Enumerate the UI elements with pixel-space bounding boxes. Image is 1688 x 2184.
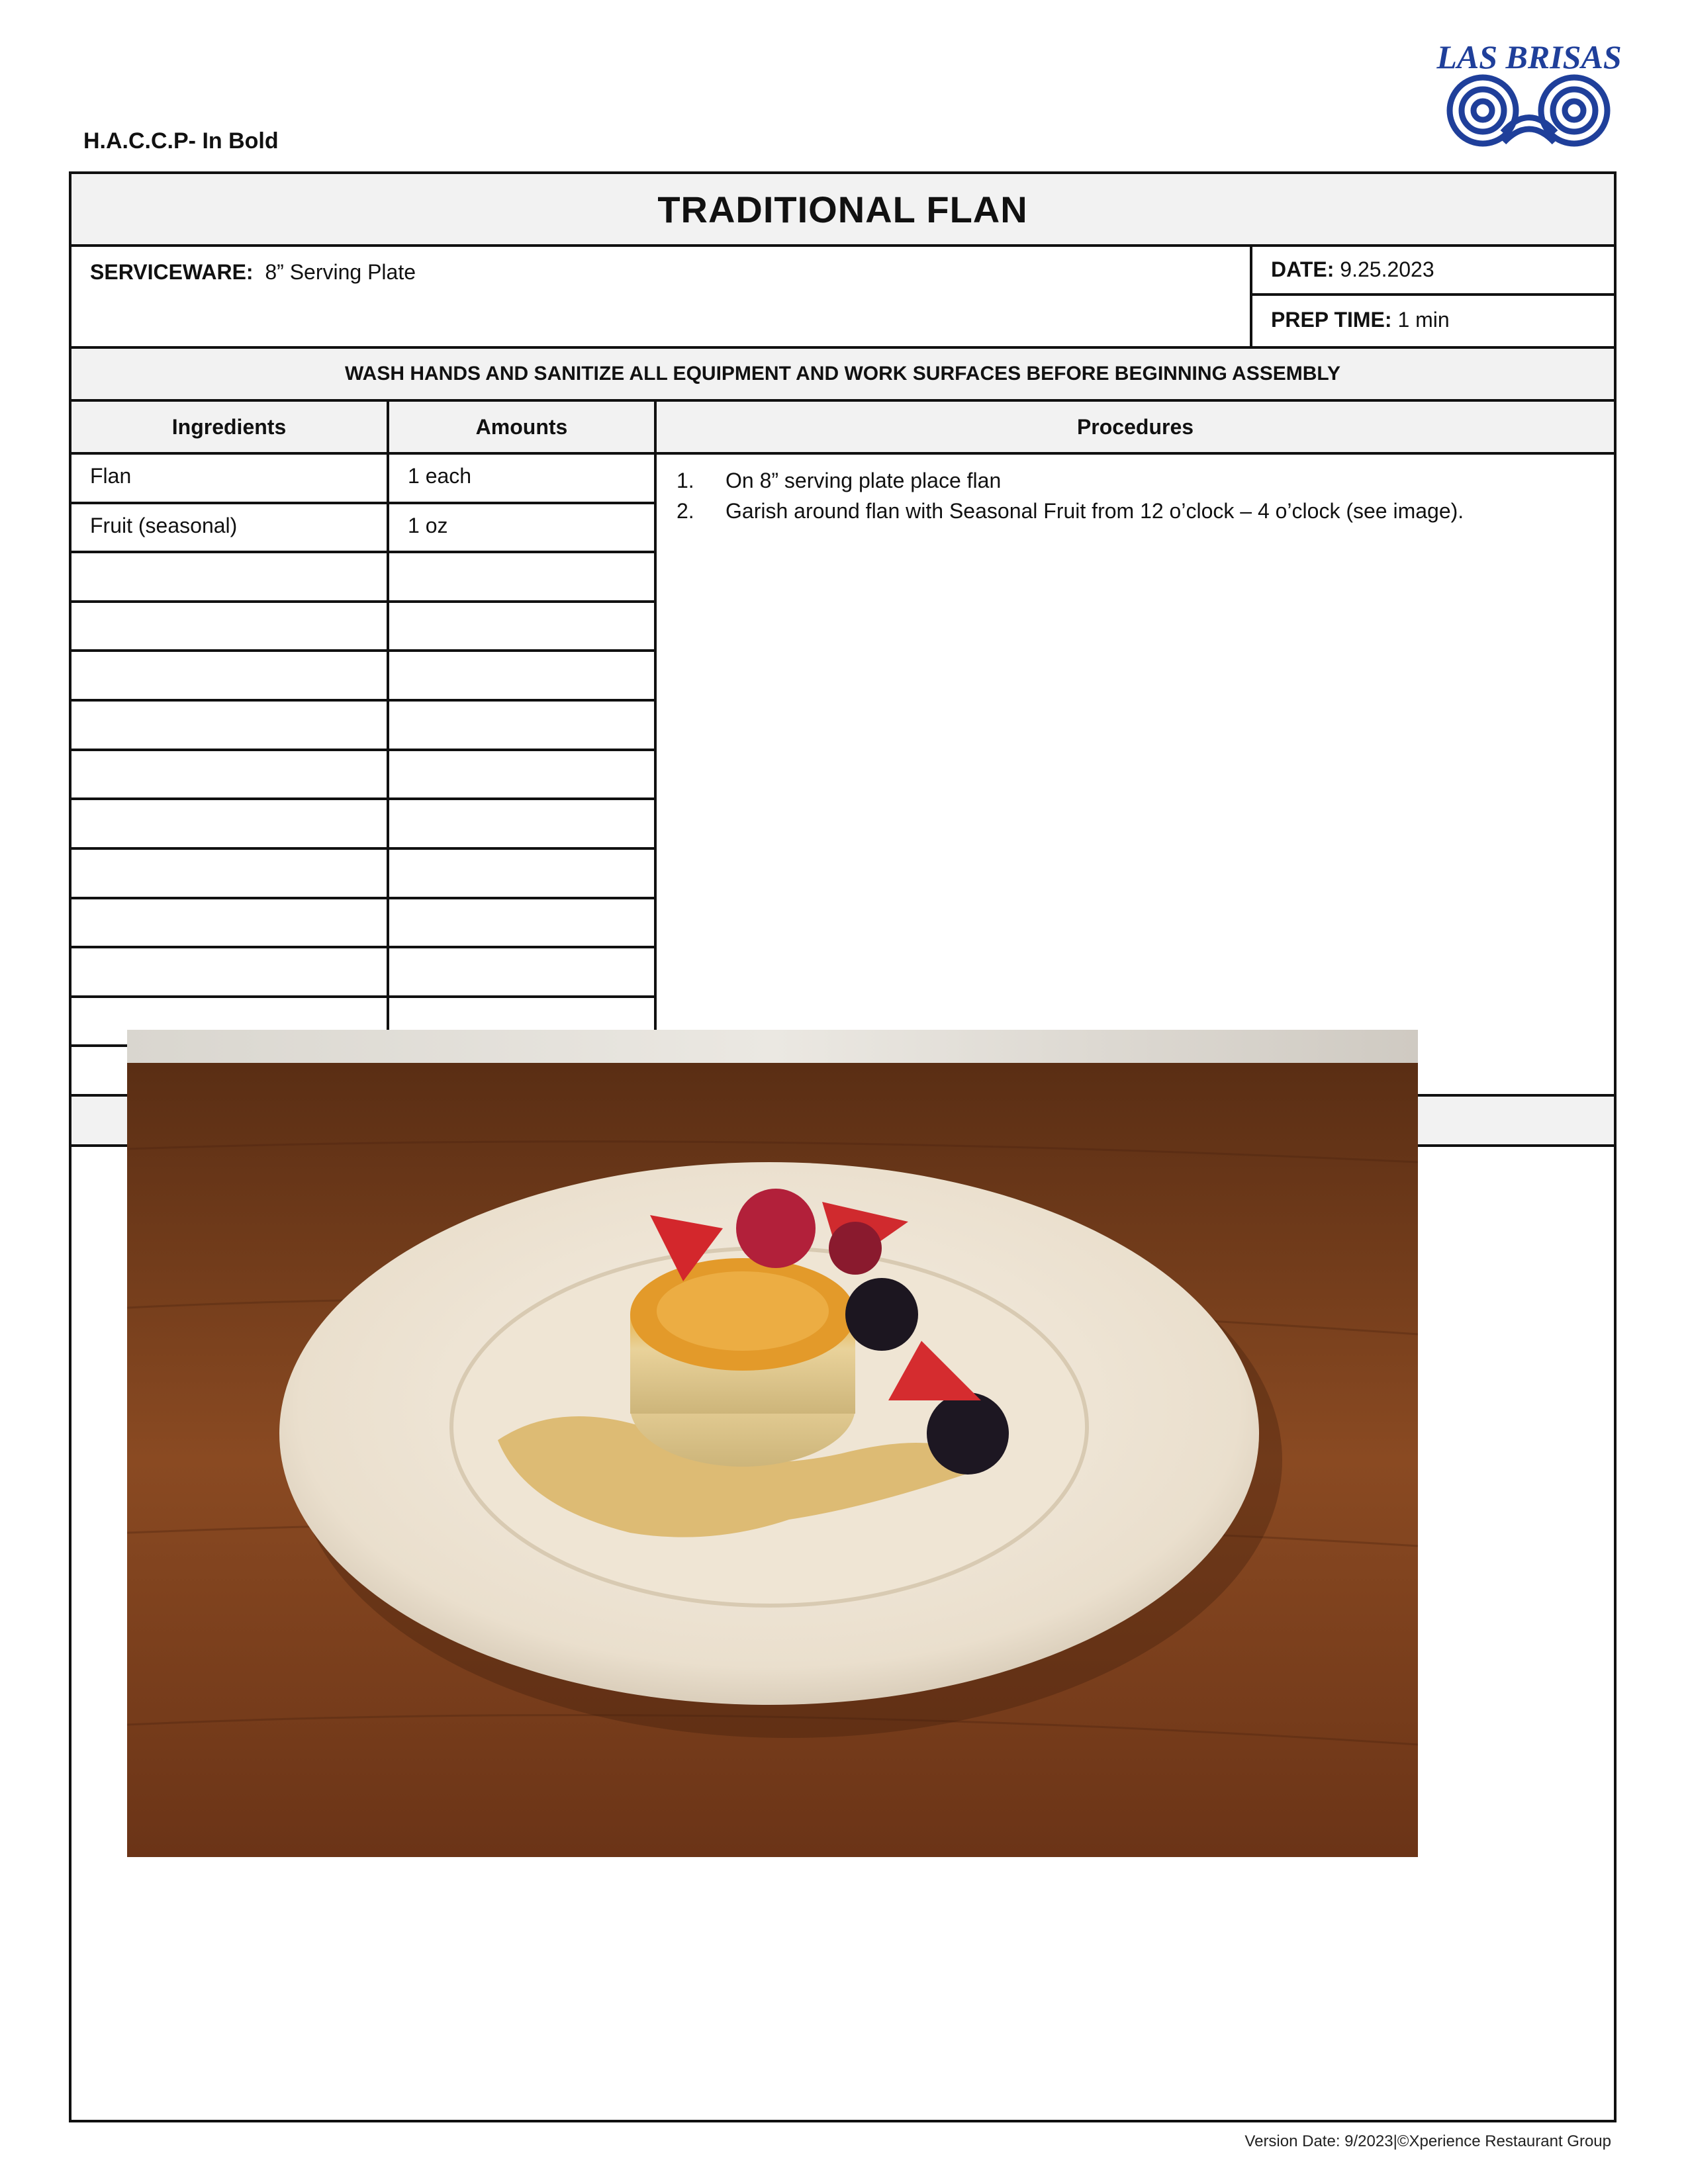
ingredient-amount (387, 899, 654, 946)
haccp-note: H.A.C.C.P- In Bold (83, 128, 279, 154)
procedure-step (677, 465, 1594, 496)
ingredients-header: Ingredients (171, 414, 287, 439)
procedures-list (654, 455, 1614, 1094)
ingredient-row (71, 455, 654, 504)
svg-text:LAS BRISAS: LAS BRISAS (1436, 38, 1622, 75)
serviceware-label: SERVICEWARE: (90, 260, 254, 284)
procedure-text: Garish around flan with Seasonal Fruit from 12 o’clock – 4 o’clock (see image). (726, 499, 1464, 523)
date-field (1252, 247, 1617, 296)
ingredient-row (71, 553, 654, 603)
date-value: 9.25.2023 (1340, 257, 1434, 281)
ingredient-name (71, 702, 387, 749)
ingredient-amount: 1 each (387, 455, 654, 502)
ingredient-name (71, 751, 387, 798)
prep-time-label: PREP TIME: (1271, 308, 1392, 332)
ingredient-row (71, 702, 654, 751)
plated-flan-photo (127, 1030, 1418, 1857)
info-row (71, 247, 1614, 349)
serviceware-field (90, 260, 416, 285)
ingredient-amount (387, 948, 654, 995)
version-footer: Version Date: 9/2023|©Xperience Restaurant Group (1244, 2132, 1611, 2150)
procedure-number: 2. (677, 499, 694, 523)
ingredient-amount (387, 850, 654, 897)
ingredient-row (71, 751, 654, 801)
ingredient-amount (387, 751, 654, 798)
procedure-number: 1. (677, 469, 694, 492)
ingredient-name: Fruit (seasonal) (90, 513, 238, 537)
ingredient-name (71, 899, 387, 946)
ingredient-row (71, 603, 654, 653)
recipe-body (71, 455, 1614, 1097)
ingredient-name (71, 553, 387, 600)
recipe-title: TRADITIONAL FLAN (657, 188, 1028, 230)
ingredient-amount: 1 oz (387, 504, 654, 551)
ingredient-amount (387, 800, 654, 847)
serviceware-value: 8” Serving Plate (265, 260, 416, 284)
date-label: DATE: (1271, 257, 1335, 281)
ingredient-row (71, 948, 654, 998)
procedures-header: Procedures (654, 402, 1614, 452)
ingredient-row (71, 850, 654, 899)
prep-time-value: 1 min (1397, 308, 1450, 332)
ingredient-row (71, 800, 654, 850)
ingredient-row (71, 899, 654, 949)
ingredient-amount (387, 603, 654, 650)
ingredient-amount (387, 652, 654, 699)
ingredient-row (71, 652, 654, 702)
ingredient-amount (387, 553, 654, 600)
procedure-step (677, 496, 1594, 526)
procedure-text: On 8” serving plate place flan (726, 469, 1002, 492)
ingredient-name (71, 603, 387, 650)
date-prep-box (1250, 247, 1617, 346)
amounts-header: Amounts (387, 402, 654, 452)
ingredient-name (71, 948, 387, 995)
ingredient-row (71, 504, 654, 554)
title-row (71, 174, 1614, 247)
prep-time-field (1252, 296, 1617, 346)
ingredient-name (71, 652, 387, 699)
ingredient-name (71, 850, 387, 897)
column-header-row (71, 402, 1614, 455)
ingredient-name: Flan (90, 464, 132, 488)
las-brisas-logo (1430, 36, 1628, 156)
ingredient-amount (387, 702, 654, 749)
wash-notice: WASH HANDS AND SANITIZE ALL EQUIPMENT AND WORK SURFACES BEFORE BEGINNING ASSEMBLY (71, 349, 1614, 402)
ingredient-name (71, 800, 387, 847)
